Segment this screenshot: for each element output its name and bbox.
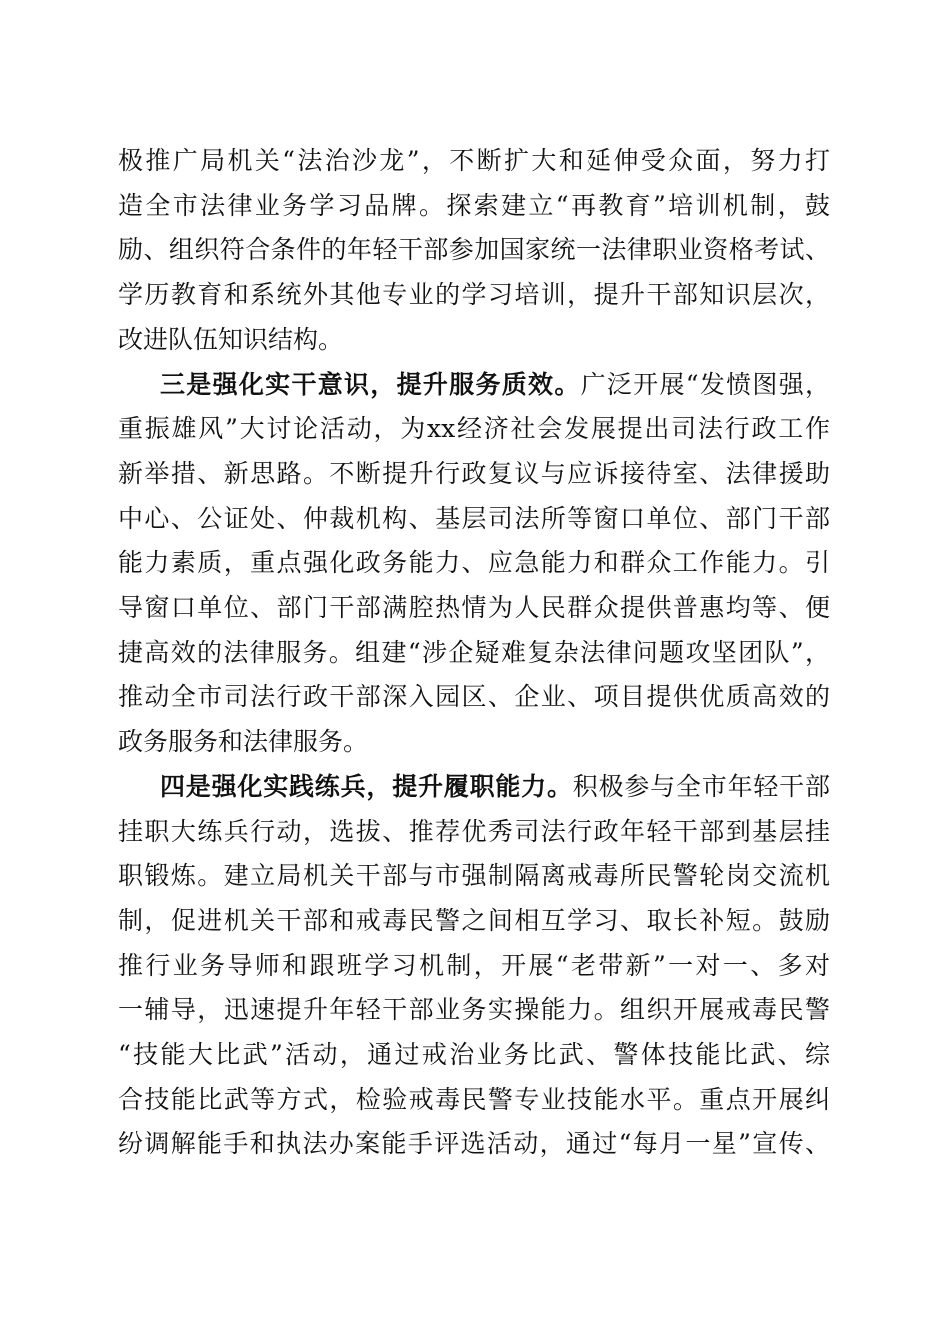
paragraph-3-line-8: 合技能比武等方式，检验戒毒民警专业技能水平。重点开展纠 bbox=[118, 1085, 830, 1114]
paragraph-3-line-2: 挂职大练兵行动，选拔、推荐优秀司法行政年轻干部到基层挂 bbox=[118, 817, 830, 846]
paragraph-1-line-5: 改进队伍知识结构。 bbox=[118, 325, 344, 354]
paragraph-3-line-5: 推行业务导师和跟班学习机制，开展“老带新”一对一、多对 bbox=[118, 951, 830, 980]
paragraph-3-line-3: 职锻炼。建立局机关干部与市强制隔离戒毒所民警轮岗交流机 bbox=[118, 861, 830, 890]
paragraph-2-line-8: 推动全市司法行政干部深入园区、企业、项目提供优质高效的 bbox=[118, 682, 830, 711]
paragraph-3-line-6: 一辅导，迅速提升年轻干部业务实操能力。组织开展戒毒民警 bbox=[118, 995, 830, 1024]
paragraph-1-line-1: 极推广局机关“法治沙龙”，不断扩大和延伸受众面，努力打 bbox=[118, 146, 830, 175]
paragraph-2-line-5: 能力素质，重点强化政务能力、应急能力和群众工作能力。引 bbox=[118, 548, 830, 577]
paragraph-2-line-2: 重振雄风”大讨论活动，为xx经济社会发展提出司法行政工作 bbox=[118, 414, 830, 443]
paragraph-3-line-1 bbox=[160, 765, 830, 809]
paragraph-2-line-4: 中心、公证处、仲裁机构、基层司法所等窗口单位、部门干部 bbox=[118, 504, 830, 533]
paragraph-1-line-4: 学历教育和系统外其他专业的学习培训，提升干部知识层次， bbox=[118, 280, 830, 309]
paragraph-2-line-7: 捷高效的法律服务。组建“涉企疑难复杂法律问题攻坚团队”， bbox=[118, 638, 830, 667]
paragraph-2-line-3: 新举措、新思路。不断提升行政复议与应诉接待室、法律援助 bbox=[118, 459, 830, 488]
paragraph-3-line-4: 制，促进机关干部和戒毒民警之间相互学习、取长补短。鼓励 bbox=[118, 906, 830, 935]
paragraph-1-line-2: 造全市法律业务学习品牌。探索建立“再教育”培训机制，鼓 bbox=[118, 191, 830, 220]
paragraph-3-line-7: “技能大比武”活动，通过戒治业务比武、警体技能比武、综 bbox=[118, 1040, 830, 1069]
paragraph-3-first-line-rest: 积极参与全市年轻干部 bbox=[572, 772, 830, 801]
paragraph-2-line-1 bbox=[160, 363, 830, 407]
paragraph-2-first-line-rest: 广泛开展“发愤图强， bbox=[580, 370, 830, 399]
paragraph-3-heading: 四是强化实践练兵，提升履职能力。 bbox=[160, 772, 573, 801]
paragraph-3-line-9: 纷调解能手和执法办案能手评选活动，通过“每月一星”宣传、 bbox=[118, 1129, 830, 1158]
paragraph-2-heading: 三是强化实干意识，提升服务质效。 bbox=[160, 370, 581, 399]
paragraph-1-line-3: 励、组织符合条件的年轻干部参加国家统一法律职业资格考试、 bbox=[118, 235, 830, 264]
paragraph-2-line-9: 政务服务和法律服务。 bbox=[118, 727, 369, 756]
paragraph-2-line-6: 导窗口单位、部门干部满腔热情为人民群众提供普惠均等、便 bbox=[118, 593, 830, 622]
